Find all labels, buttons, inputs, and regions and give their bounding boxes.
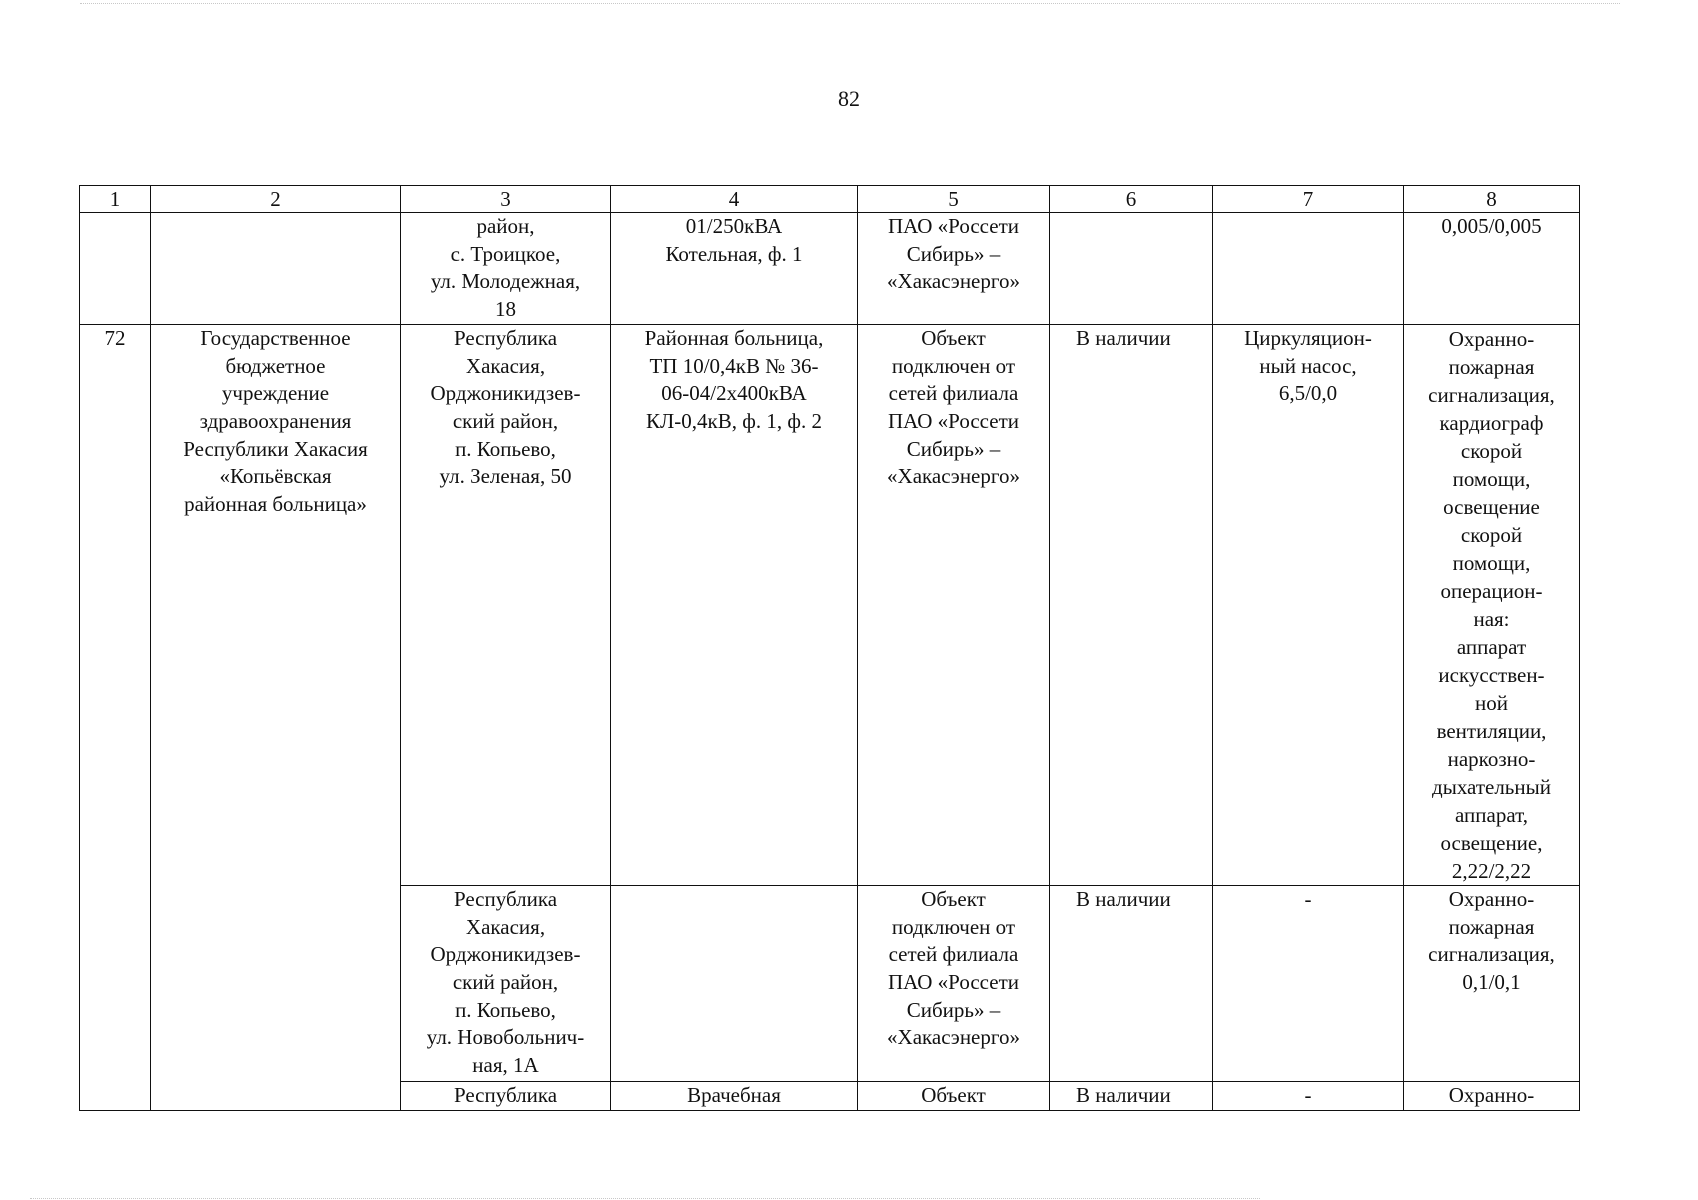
table-row [80, 324, 1580, 885]
scan-artifact-top [80, 3, 1620, 4]
availability-cell: В наличии [1050, 324, 1213, 885]
number-cell: 72 [80, 324, 151, 1110]
equipment-cell: Циркуляцион- ный насос, 6,5/0,0 [1213, 324, 1404, 885]
page-number: 82 [838, 86, 860, 111]
equipment-cell: - [1213, 885, 1404, 1081]
address-cell: Республика Хакасия, Орджоникидзев- ский район, п. Копьево, ул. Новобольнич- ная, 1А [401, 885, 611, 1081]
column-header: 6 [1050, 186, 1213, 213]
address-cell: район, с. Троицкое, ул. Молодежная, 18 [401, 213, 611, 325]
address-cell: Республика Хакасия, Орджоникидзев- ский район, п. Копьево, ул. Зеленая, 50 [401, 324, 611, 885]
organization-cell [151, 213, 401, 325]
supply-cell [611, 885, 858, 1081]
connection-cell: Объект [858, 1081, 1050, 1110]
availability-cell: В наличии [1050, 1081, 1213, 1110]
column-header: 4 [611, 186, 858, 213]
consumers-cell: 0,005/0,005 [1404, 213, 1580, 325]
column-header: 8 [1404, 186, 1580, 213]
column-header: 7 [1213, 186, 1404, 213]
equipment-cell [1213, 213, 1404, 325]
organization-cell: Государственное бюджетное учреждение здравоохранения Республики Хакасия «Копьёвская районная больница» [151, 324, 401, 1110]
equipment-cell: - [1213, 1081, 1404, 1110]
consumers-cell: Охранно- [1404, 1081, 1580, 1110]
table-row-continuation [80, 213, 1580, 325]
supply-cell: 01/250кВА Котельная, ф. 1 [611, 213, 858, 325]
connection-cell: ПАО «Россети Сибирь» – «Хакасэнерго» [858, 213, 1050, 325]
supply-cell: Врачебная [611, 1081, 858, 1110]
availability-cell [1050, 213, 1213, 325]
column-header: 5 [858, 186, 1050, 213]
column-header: 3 [401, 186, 611, 213]
supply-cell: Районная больница, ТП 10/0,4кВ № 36- 06-04/2х400кВА КЛ-0,4кВ, ф. 1, ф. 2 [611, 324, 858, 885]
data-table [79, 185, 1580, 1111]
number-cell [80, 213, 151, 325]
consumers-cell: Охранно- пожарная сигнализация, 0,1/0,1 [1404, 885, 1580, 1081]
column-numbers-row [80, 186, 1580, 213]
address-cell: Республика [401, 1081, 611, 1110]
column-header: 2 [151, 186, 401, 213]
column-header: 1 [80, 186, 151, 213]
connection-cell: Объект подключен от сетей филиала ПАО «Россети Сибирь» – «Хакасэнерго» [858, 885, 1050, 1081]
scan-artifact-bottom [30, 1198, 1260, 1199]
consumers-cell: Охранно- пожарная сигнализация, кардиограф скорой помощи, освещение скорой помощи, операцион- ная: аппарат искусствен- ной вентиляции, наркозно- дыхательный аппарат, освещение, 2,22/2,22 [1404, 324, 1580, 885]
availability-cell: В наличии [1050, 885, 1213, 1081]
connection-cell: Объект подключен от сетей филиала ПАО «Россети Сибирь» – «Хакасэнерго» [858, 324, 1050, 885]
